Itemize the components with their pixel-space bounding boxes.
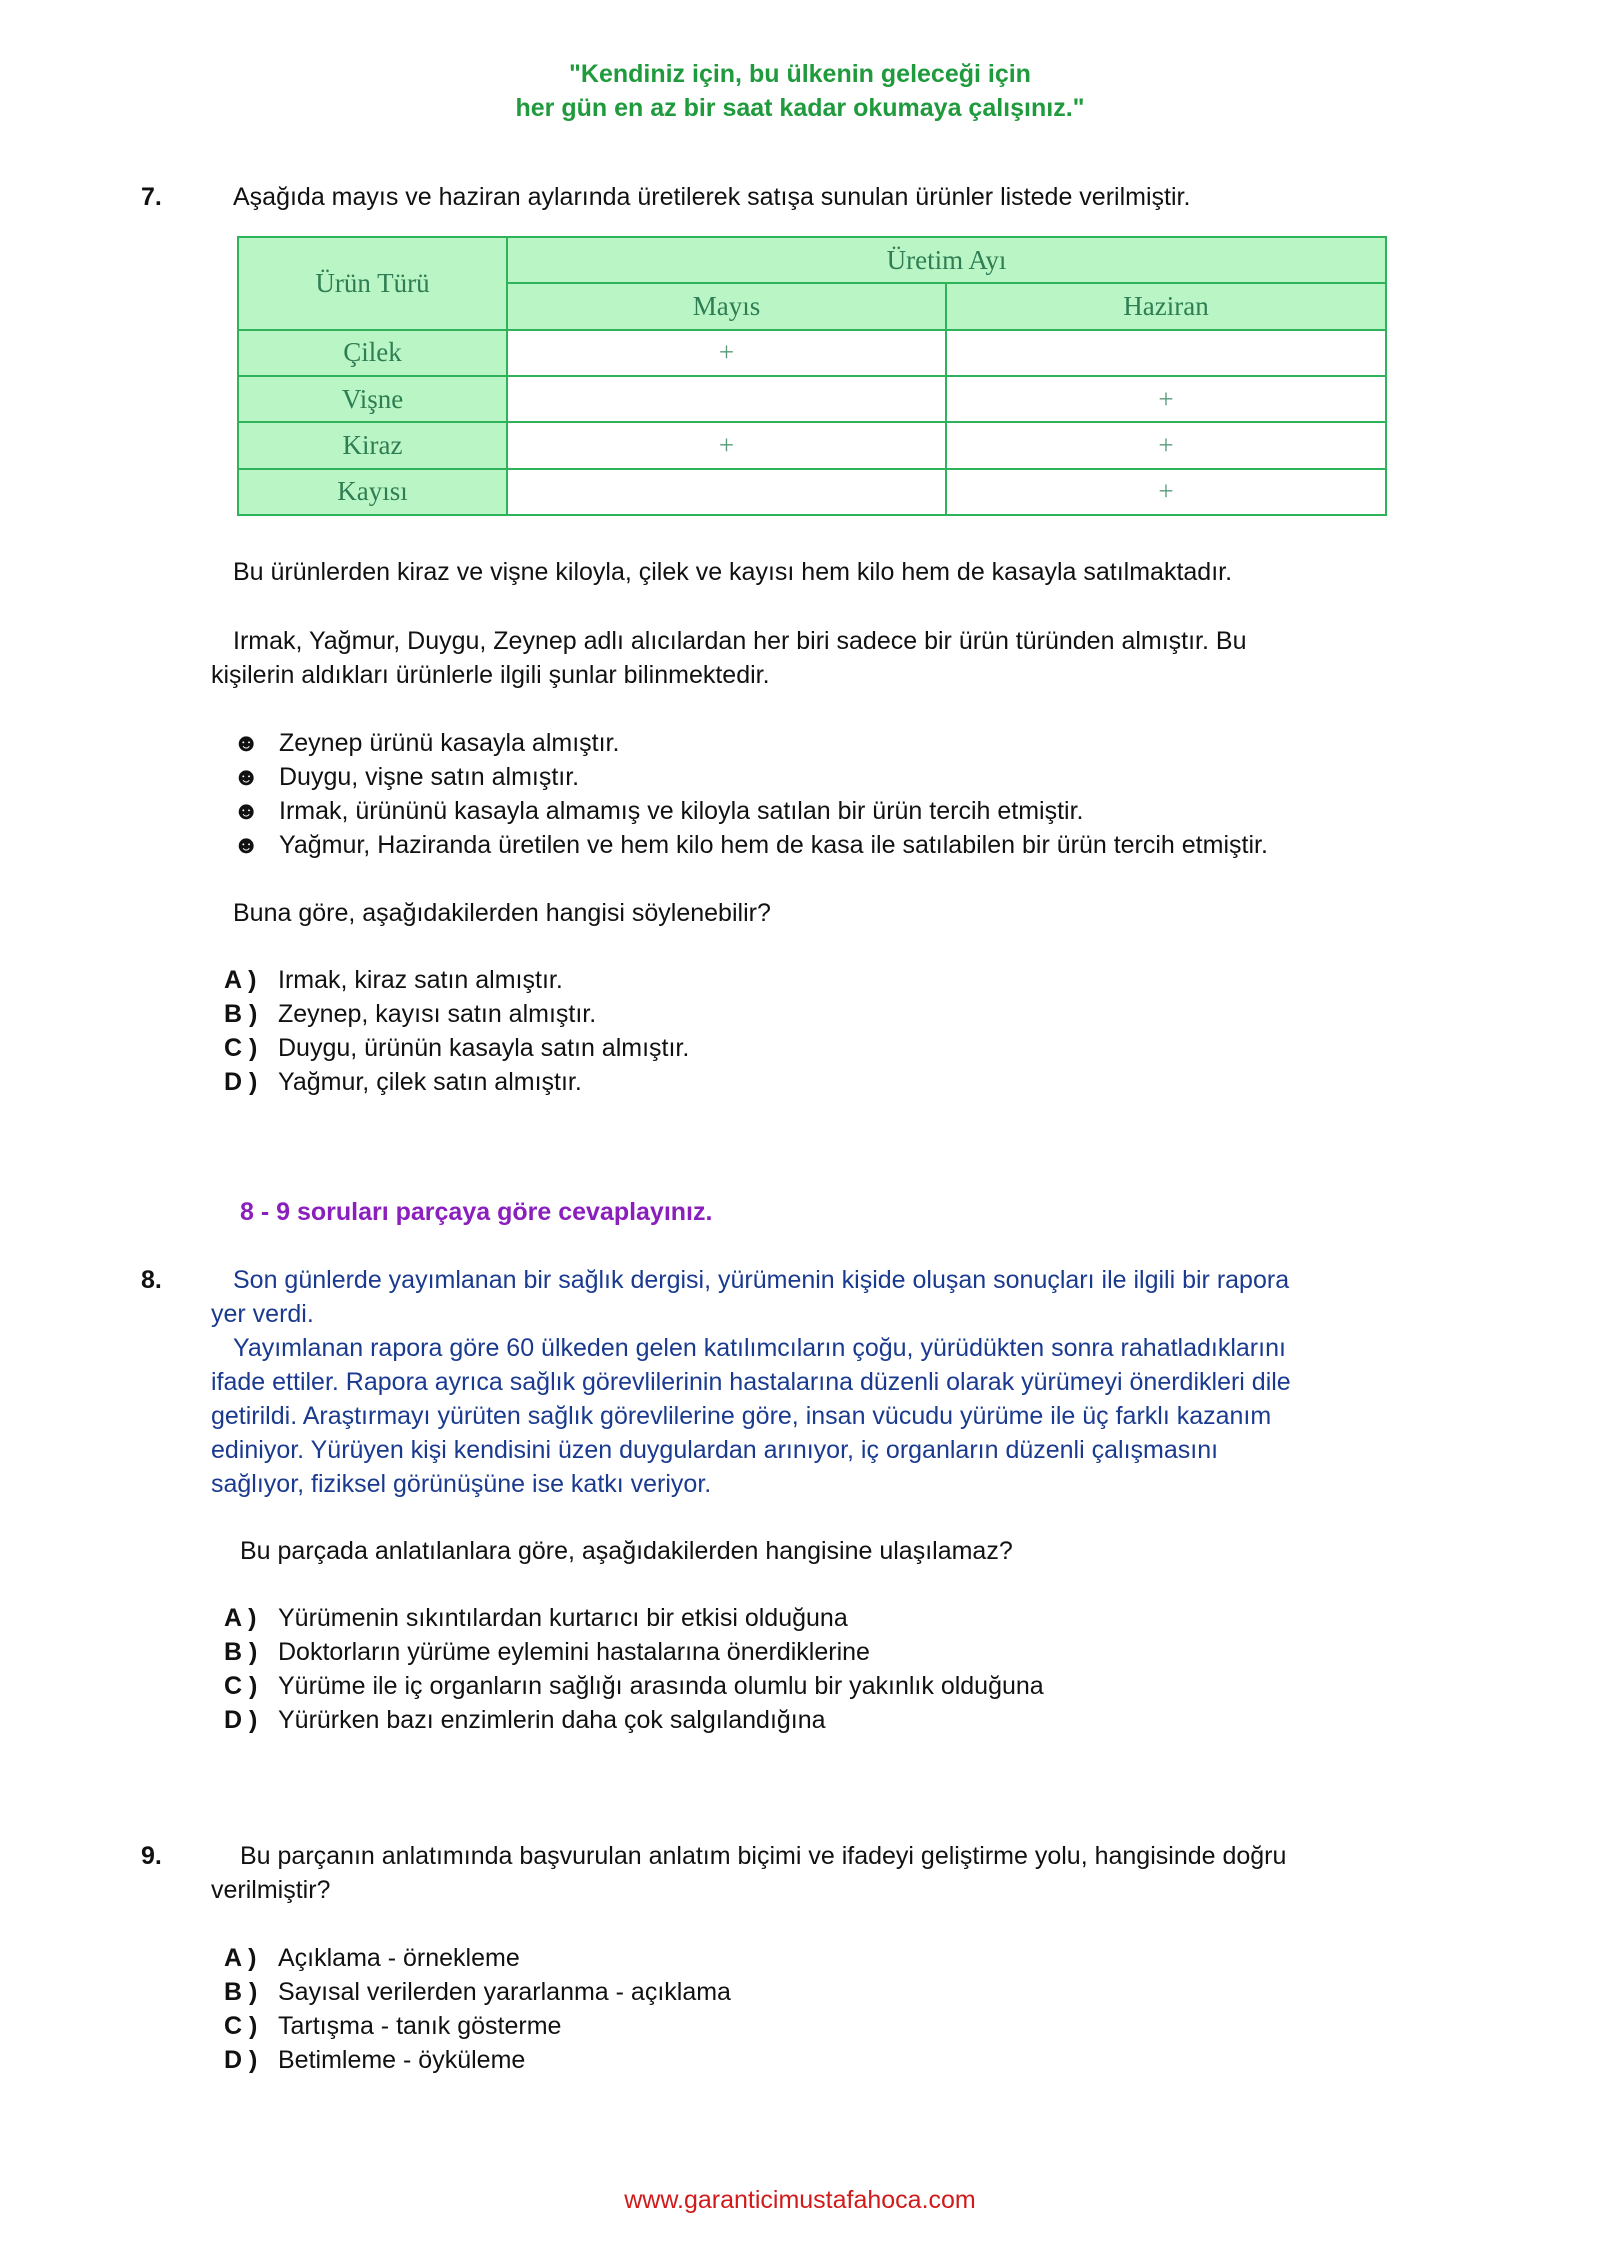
- answer-option-b[interactable]: [224, 1975, 731, 2009]
- option-text: Tartışma - tanık gösterme: [278, 2012, 562, 2040]
- answer-option-d[interactable]: [224, 1065, 582, 1099]
- answer-option-a[interactable]: [224, 1941, 520, 1975]
- clue-item: [233, 794, 1083, 828]
- passage-line: getirildi. Araştırmayı yürüten sağlık görevlilerine göre, insan vücudu yürüme ile üç farklı kazanım: [211, 1402, 1272, 1430]
- option-letter: C ): [224, 1034, 258, 1062]
- question-7-intro: Aşağıda mayıs ve haziran aylarında üretilerek satışa sunulan ürünler listede verilmiştir.: [233, 183, 1191, 211]
- option-letter: A ): [224, 1944, 257, 1972]
- table-row: [238, 422, 1386, 468]
- table-header-product: Ürün Türü: [238, 237, 507, 330]
- question-9-stem-line2: verilmiştir?: [211, 1876, 331, 1904]
- option-letter: D ): [224, 1706, 258, 1734]
- clue-text: Zeynep ürünü kasayla almıştır.: [279, 729, 620, 757]
- table-cell-product: Vişne: [238, 376, 507, 422]
- production-table: [237, 236, 1387, 516]
- passage-line: Yayımlanan rapora göre 60 ülkeden gelen katılımcıların çoğu, yürüdükten sonra rahatladıklarını: [233, 1334, 1286, 1362]
- option-letter: B ): [224, 1978, 258, 2006]
- option-text: Irmak, kiraz satın almıştır.: [278, 966, 563, 994]
- question-9-stem-line1: Bu parçanın anlatımında başvurulan anlatım biçimi ve ifadeyi geliştirme yolu, hangisinde doğru: [240, 1842, 1287, 1870]
- answer-option-b[interactable]: [224, 1635, 870, 1669]
- answer-option-d[interactable]: [224, 1703, 826, 1737]
- option-text: Sayısal verilerden yararlanma - açıklama: [278, 1978, 731, 2006]
- header-motto-line2: her gün en az bir saat kadar okumaya çalışınız.": [515, 94, 1085, 122]
- table-header-june: Haziran: [946, 283, 1386, 329]
- question-7-number: 7.: [141, 183, 162, 211]
- answer-option-a[interactable]: [224, 1601, 848, 1635]
- smiley-bullet-icon: ☻: [233, 763, 260, 791]
- option-letter: D ): [224, 1068, 258, 1096]
- option-text: Yürürken bazı enzimlerin daha çok salgılandığına: [278, 1706, 826, 1734]
- smiley-bullet-icon: ☻: [233, 729, 260, 757]
- passage-line: yer verdi.: [211, 1300, 314, 1328]
- answer-option-a[interactable]: [224, 963, 563, 997]
- option-letter: D ): [224, 2046, 258, 2074]
- question-8-stem: Bu parçada anlatılanlara göre, aşağıdakilerden hangisine ulaşılamaz?: [240, 1537, 1013, 1565]
- clue-item: [233, 726, 619, 760]
- option-letter: B ): [224, 1638, 258, 1666]
- clue-text: Yağmur, Haziranda üretilen ve hem kilo hem de kasa ile satılabilen bir ürün tercih etmiştir.: [279, 831, 1268, 859]
- option-text: Zeynep, kayısı satın almıştır.: [278, 1000, 597, 1028]
- table-cell-product: Çilek: [238, 330, 507, 376]
- option-text: Açıklama - örnekleme: [278, 1944, 520, 1972]
- table-header-may: Mayıs: [507, 283, 946, 329]
- table-header-production-month: Üretim Ayı: [507, 237, 1386, 283]
- table-cell-may: [507, 376, 946, 422]
- answer-option-c[interactable]: [224, 2009, 561, 2043]
- answer-option-b[interactable]: [224, 997, 596, 1031]
- question-7-sales-info: Bu ürünlerden kiraz ve vişne kiloyla, çilek ve kayısı hem kilo hem de kasayla satılmaktadır.: [233, 558, 1233, 586]
- table-cell-may: +: [507, 422, 946, 468]
- answer-option-c[interactable]: [224, 1031, 689, 1065]
- option-letter: A ): [224, 966, 257, 994]
- table-cell-june: +: [946, 469, 1386, 515]
- clue-text: Irmak, ürününü kasayla almamış ve kiloyla satılan bir ürün tercih etmiştir.: [279, 797, 1084, 825]
- smiley-bullet-icon: ☻: [233, 831, 260, 859]
- smiley-bullet-icon: ☻: [233, 797, 260, 825]
- answer-option-c[interactable]: [224, 1669, 1044, 1703]
- question-7-buyers-line1: Irmak, Yağmur, Duygu, Zeynep adlı alıcılardan her biri sadece bir ürün türünden almıştır. Bu: [233, 627, 1247, 655]
- passage-line: ediniyor. Yürüyen kişi kendisini üzen duygulardan arınıyor, iç organların düzenli çalışmasını: [211, 1436, 1219, 1464]
- passage-line: Son günlerde yayımlanan bir sağlık dergisi, yürümenin kişide oluşan sonuçları ile ilgili bir rapora: [233, 1266, 1290, 1294]
- clue-item: [233, 760, 579, 794]
- table-cell-june: +: [946, 376, 1386, 422]
- question-9-number: 9.: [141, 1842, 162, 1870]
- clue-text: Duygu, vişne satın almıştır.: [279, 763, 580, 791]
- option-text: Yürümenin sıkıntılardan kurtarıcı bir etkisi olduğuna: [278, 1604, 848, 1632]
- option-text: Yürüme ile iç organların sağlığı arasında olumlu bir yakınlık olduğuna: [278, 1672, 1044, 1700]
- option-text: Yağmur, çilek satın almıştır.: [278, 1068, 582, 1096]
- question-8-number: 8.: [141, 1266, 162, 1294]
- table-cell-june: +: [946, 422, 1386, 468]
- table-cell-may: +: [507, 330, 946, 376]
- option-text: Betimleme - öyküleme: [278, 2046, 526, 2074]
- passage-line: ifade ettiler. Rapora ayrıca sağlık görevlilerinin hastalarına düzenli olarak yürümeyi önerdikleri dile: [211, 1368, 1291, 1396]
- section-instruction: 8 - 9 soruları parçaya göre cevaplayınız.: [240, 1198, 713, 1226]
- table-row: [238, 469, 1386, 515]
- footer-website-link[interactable]: www.garanticimustafahoca.com: [624, 2186, 976, 2214]
- header-motto-line1: "Kendiniz için, bu ülkenin geleceği için: [569, 60, 1031, 88]
- option-letter: C ): [224, 1672, 258, 1700]
- question-7-buyers-line2: kişilerin aldıkları ürünlerle ilgili şunlar bilinmektedir.: [211, 661, 770, 689]
- answer-option-d[interactable]: [224, 2043, 525, 2077]
- table-cell-product: Kiraz: [238, 422, 507, 468]
- option-text: Duygu, ürünün kasayla satın almıştır.: [278, 1034, 690, 1062]
- passage-line: sağlıyor, fiziksel görünüşüne ise katkı veriyor.: [211, 1470, 712, 1498]
- table-cell-may: [507, 469, 946, 515]
- option-letter: B ): [224, 1000, 258, 1028]
- option-letter: A ): [224, 1604, 257, 1632]
- table-row: [238, 330, 1386, 376]
- table-row: [238, 376, 1386, 422]
- table-cell-june: [946, 330, 1386, 376]
- clue-item: [233, 828, 1268, 862]
- table-cell-product: Kayısı: [238, 469, 507, 515]
- option-letter: C ): [224, 2012, 258, 2040]
- option-text: Doktorların yürüme eylemini hastalarına önerdiklerine: [278, 1638, 870, 1666]
- question-7-stem: Buna göre, aşağıdakilerden hangisi söylenebilir?: [233, 899, 771, 927]
